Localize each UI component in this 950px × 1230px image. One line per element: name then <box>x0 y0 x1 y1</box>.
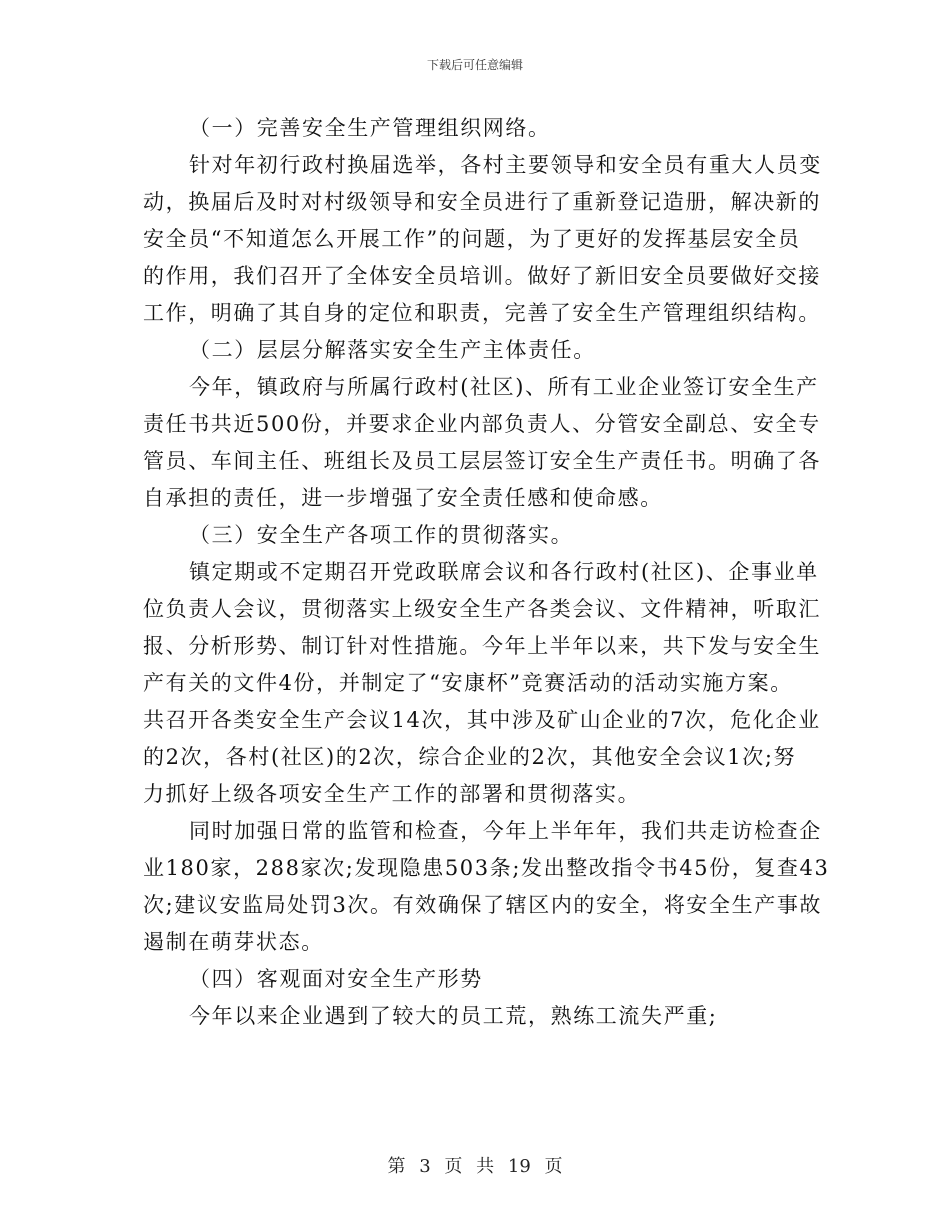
page-header: 下载后可任意编辑 <box>426 58 523 72</box>
paragraph-line: 安全员“不知道怎么开展工作”的问题，为了更好的发挥基层安全员 <box>143 227 801 251</box>
paragraph-line: 管员、车间主任、班组长及员工层层签订安全生产责任书。明确了各 <box>143 449 821 473</box>
paragraph-line: 针对年初行政村换届选举，各村主要领导和安全员有重大人员变 <box>189 153 822 177</box>
page-number: 3 <box>419 1156 431 1177</box>
paragraph-line: 今年以来企业遇到了较大的员工荒，熟练工流失严重; <box>189 1004 718 1028</box>
paragraph-line: 次;建议安监局处罚3次。有效确保了辖区内的安全，将安全生产事故 <box>143 893 823 917</box>
paragraph-line: 的作用，我们召开了全体安全员培训。做好了新旧安全员要做好交接 <box>143 264 821 288</box>
paragraph-line: 自承担的责任，进一步增强了安全责任感和使命感。 <box>143 486 663 510</box>
page-unit: 页 <box>444 1156 463 1177</box>
paragraph-line: 责任书共近500份，并要求企业内部负责人、分管安全副总、安全专 <box>143 412 821 436</box>
page-label: 第 <box>387 1156 406 1177</box>
section-heading-4: （四）客观面对安全生产形势 <box>189 967 483 991</box>
paragraph-line: 动，换届后及时对村级领导和安全员进行了重新登记造册，解决新的 <box>143 190 821 214</box>
paragraph-line: 力抓好上级各项安全生产工作的部署和贯彻落实。 <box>143 782 641 806</box>
paragraph-line: 业180家，288家次;发现隐患503条;发出整改指令书45份，复查43 <box>143 856 830 880</box>
section-heading-3: （三）安全生产各项工作的贯彻落实。 <box>189 523 574 547</box>
paragraph-line: 今年，镇政府与所属行政村(社区)、所有工业企业签订安全生产 <box>189 375 819 399</box>
section-heading-2: （二）层层分解落实安全生产主体责任。 <box>189 338 596 362</box>
paragraph-line: 位负责人会议，贯彻落实上级安全生产各类会议、文件精神，听取汇 <box>143 597 821 621</box>
paragraph-line: 报、分析形势、制订针对性措施。今年上半年以来，共下发与安全生 <box>143 634 821 658</box>
paragraph-line: 共召开各类安全生产会议14次，其中涉及矿山企业的7次，危化企业 <box>143 708 821 732</box>
total-unit: 页 <box>544 1156 563 1177</box>
total-pages: 19 <box>507 1156 531 1177</box>
document-body <box>143 110 830 1035</box>
paragraph-line: 遏制在萌芽状态。 <box>143 930 324 954</box>
paragraph-line: 产有关的文件4份，并制定了“安康杯”竞赛活动的活动实施方案。 <box>143 671 793 695</box>
total-label: 共 <box>476 1156 495 1177</box>
page-footer <box>0 1152 950 1178</box>
paragraph-line: 的2次，各村(社区)的2次，综合企业的2次，其他安全会议1次;努 <box>143 745 797 769</box>
section-heading-1: （一）完善安全生产管理组织网络。 <box>189 116 551 140</box>
paragraph-line: 同时加强日常的监管和检查，今年上半年年，我们共走访检查企 <box>189 819 822 843</box>
paragraph-line: 镇定期或不定期召开党政联席会议和各行政村(社区)、企事业单 <box>189 560 819 584</box>
paragraph-line: 工作，明确了其自身的定位和职责，完善了安全生产管理组织结构。 <box>143 301 821 325</box>
